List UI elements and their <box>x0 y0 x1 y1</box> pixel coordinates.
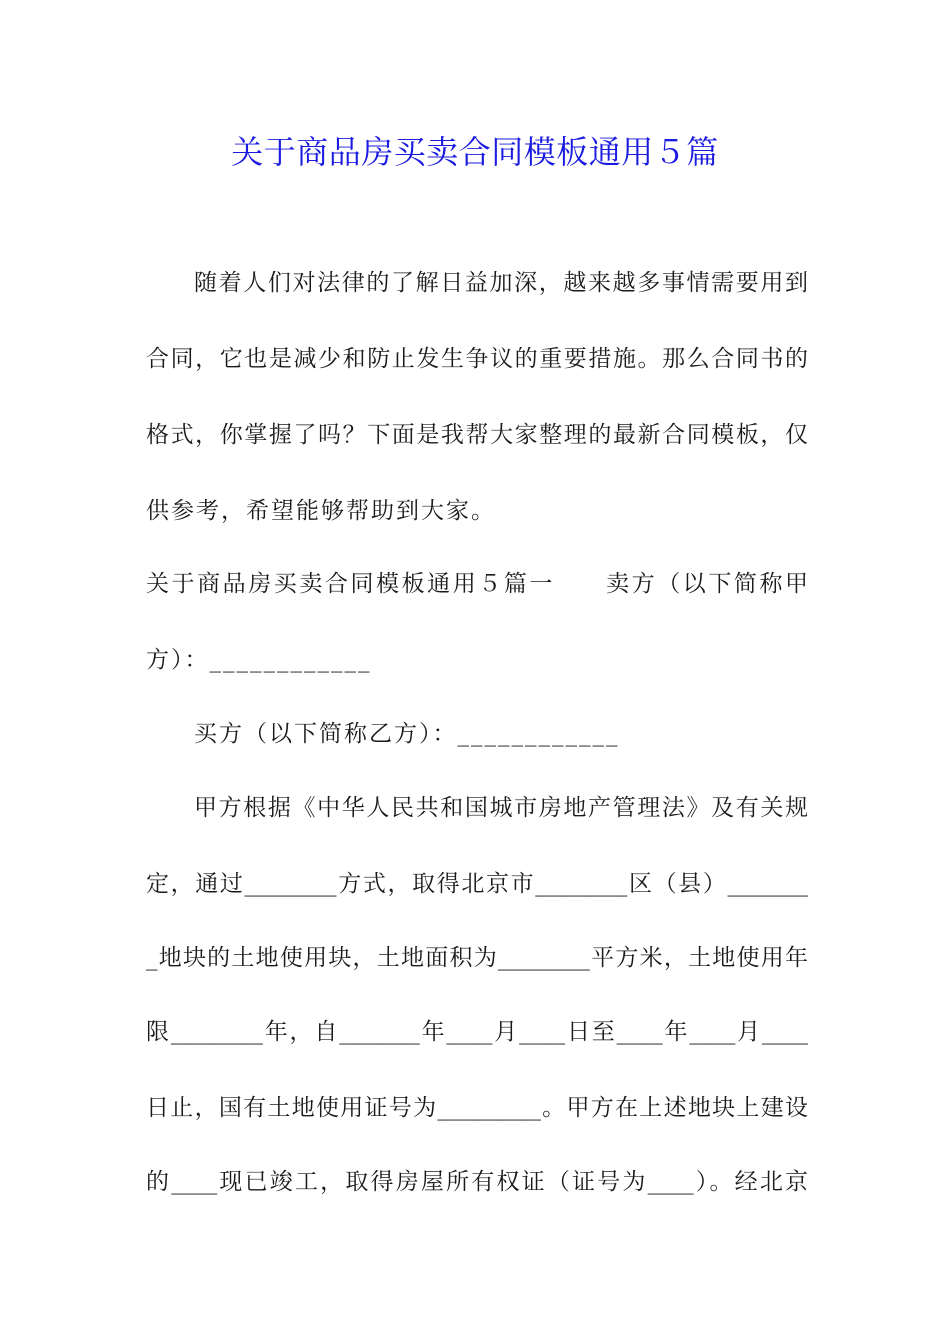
buyer-field-line: 买方（以下简称乙方）：____________ <box>194 721 620 747</box>
document-title: 关于商品房买卖合同模板通用５篇 <box>231 133 719 171</box>
seller-field-line: 方）：____________ <box>146 647 372 673</box>
paragraph-line-3: 格式，你掌握了吗？下面是我帮大家整理的最新合同模板，仅 <box>146 422 808 448</box>
clause-line-5: 日止，国有土地使用证号为_________。甲方在上述地块上建设 <box>146 1095 808 1121</box>
paragraph-line-4: 供参考，希望能够帮助到大家。 <box>146 498 496 524</box>
paragraph-line-1: 随着人们对法律的了解日益加深，越来越多事情需要用到 <box>194 270 808 296</box>
section-heading-line: 关于商品房买卖合同模板通用５篇一 卖方（以下简称甲 <box>146 571 808 597</box>
clause-line-3: _地块的土地使用块，土地面积为________平方米，土地使用年 <box>146 945 808 971</box>
clause-line-2: 定，通过________方式，取得北京市________区（县）_______ <box>146 871 808 897</box>
clause-line-4: 限________年，自_______年____月____日至____年____月____ <box>146 1019 808 1045</box>
paragraph-line-2: 合同，它也是减少和防止发生争议的重要措施。那么合同书的 <box>146 346 808 372</box>
clause-line-6: 的____现已竣工，取得房屋所有权证（证号为____）。经北京 <box>146 1169 808 1195</box>
clause-line-1: 甲方根据《中华人民共和国城市房地产管理法》及有关规 <box>194 795 808 821</box>
